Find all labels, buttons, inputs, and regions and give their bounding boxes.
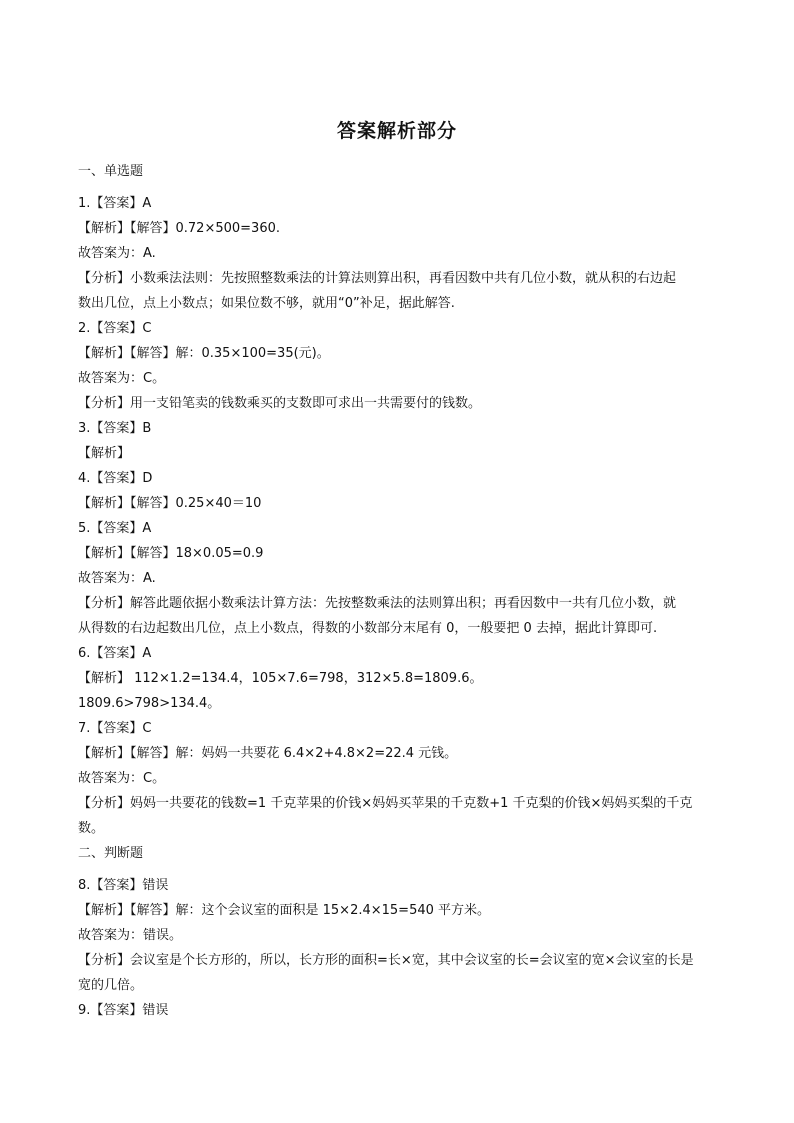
answer-line: 6.【答案】A <box>78 646 152 661</box>
answer-line: 【解析】【解答】0.72×500=360. <box>78 221 280 236</box>
answer-line: 2.【答案】C <box>78 321 152 336</box>
answer-line: 7.【答案】C <box>78 721 152 736</box>
answer-line: 【解析】【解答】解：这个会议室的面积是 15×2.4×15=540 平方米。 <box>78 903 491 918</box>
answer-line: 【分析】小数乘法法则：先按照整数乘法的计算法则算出积，再看因数中共有几位小数，就从积的右边起 <box>78 271 677 286</box>
answer-line: 【解析】 112×1.2=134.4，105×7.6=798，312×5.8=1809.6。 <box>78 671 483 686</box>
answer-line: 故答案为：A. <box>78 571 156 586</box>
answer-line: 4.【答案】D <box>78 471 153 486</box>
answer-line: 【分析】用一支铅笔卖的钱数乘买的支数即可求出一共需要付的钱数。 <box>78 396 482 411</box>
answer-line: 故答案为：C。 <box>78 771 166 786</box>
answer-line: 3.【答案】B <box>78 421 152 436</box>
answer-line: 数。 <box>78 821 105 836</box>
answer-line: 故答案为：C。 <box>78 371 166 386</box>
answer-line: 8.【答案】错误 <box>78 878 169 893</box>
answer-line: 9.【答案】错误 <box>78 1003 169 1018</box>
answer-line: 5.【答案】A <box>78 521 152 536</box>
answer-line: 1809.6>798>134.4。 <box>78 696 221 711</box>
answer-line: 【解析】【解答】18×0.05=0.9 <box>78 546 264 561</box>
page-title: 答案解析部分 <box>336 120 457 142</box>
answer-line: 【解析】【解答】解：0.35×100=35(元)。 <box>78 346 330 361</box>
answer-line: 【分析】解答此题依据小数乘法计算方法：先按整数乘法的法则算出积；再看因数中一共有几位小数，就 <box>78 596 677 611</box>
answer-line: 【解析】【解答】解：妈妈一共要花 6.4×2+4.8×2=22.4 元钱。 <box>78 746 458 761</box>
answer-line: 【解析】 <box>78 446 131 461</box>
answer-line: 【解析】【解答】0.25×40＝10 <box>78 496 262 511</box>
answer-line: 宽的几倍。 <box>78 978 144 993</box>
section-heading-true-false: 二、判断题 <box>78 846 144 861</box>
answer-line: 故答案为：A. <box>78 246 156 261</box>
answer-line: 1.【答案】A <box>78 196 152 211</box>
answer-line: 故答案为：错误。 <box>78 928 183 943</box>
answer-line: 【分析】会议室是个长方形的，所以，长方形的面积=长×宽，其中会议室的长=会议室的宽×会议室的长是 <box>78 953 694 968</box>
answer-line: 从得数的右边起数出几位，点上小数点，得数的小数部分末尾有 0，一般要把 0 去掉，据此计算即可. <box>78 621 658 636</box>
answer-line: 数出几位，点上小数点；如果位数不够，就用“0”补足，据此解答. <box>78 296 455 311</box>
answer-line: 【分析】妈妈一共要花的钱数=1 千克苹果的价钱×妈妈买苹果的千克数+1 千克梨的价钱×妈妈买梨的千克 <box>78 796 693 811</box>
section-heading-single-choice: 一、单选题 <box>78 164 144 179</box>
